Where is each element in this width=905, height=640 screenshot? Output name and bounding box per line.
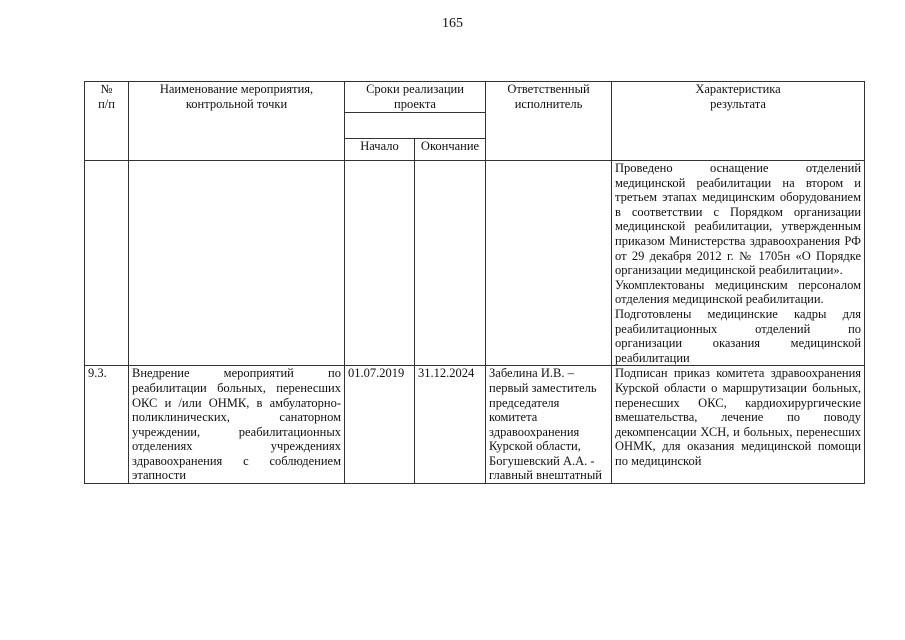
table-row	[85, 161, 865, 366]
row-num: 9.3.	[85, 366, 129, 484]
header-name: Наименование мероприятия, контрольной точки	[129, 82, 345, 161]
header-period: Сроки реализации проекта	[345, 82, 486, 113]
table-row	[85, 366, 865, 484]
row-end: 31.12.2024	[415, 366, 486, 484]
row-responsible	[486, 161, 612, 366]
result-paragraph: Подготовлены медицинские кадры для реабилитационных отделений по организации оказания медицинской реабилитации	[615, 306, 862, 365]
header-num: № п/п	[85, 82, 129, 161]
row-start: 01.07.2019	[345, 366, 415, 484]
page-number: 165	[442, 16, 463, 31]
result-paragraph: Подписан приказ комитета здравоохранения Курской области о маршрутизации больных, перенесших ОКС, кардиохирургические вмешательства, лечение по поводу декомпенсации ХСН, и больных, перенесших ОНМК, для оказания медицинской помощи по медицинской	[615, 366, 862, 468]
row-responsible: Забелина И.В. – первый заместитель председателя комитета здравоохранения Курской области, Богушевский А.А. - главный внештатный	[486, 366, 612, 484]
header-start: Начало	[345, 139, 415, 161]
row-name	[129, 161, 345, 366]
row-result	[612, 161, 865, 366]
header-period-spacer	[345, 113, 486, 139]
header-end: Окончание	[415, 139, 486, 161]
result-paragraph: Проведено оснащение отделений медицинской реабилитации на втором и третьем этапах медицинским оборудованием в соответствии с Порядком организации медицинской реабилитации, утвержденным приказом Министерства здравоохранения РФ от 29 декабря 2012 г. № 1705н «О Порядке организации медицинской реабилитации».	[615, 161, 862, 278]
row-num	[85, 161, 129, 366]
header-responsible: Ответственный исполнитель	[486, 82, 612, 161]
row-end	[415, 161, 486, 366]
header-result: Характеристика результата	[612, 82, 865, 161]
plan-table	[84, 81, 865, 484]
row-result	[612, 366, 865, 484]
result-paragraph: Укомплектованы медицинским персоналом отделения медицинской реабилитации.	[615, 277, 862, 307]
row-name: Внедрение мероприятий по реабилитации больных, перенесших ОКС и /или ОНМК, в амбулаторно-поликлинических, санаторном учреждении, реабилитационных отделениях учреждениях здравоохранения с соблюдением этапности	[129, 366, 345, 484]
row-start	[345, 161, 415, 366]
